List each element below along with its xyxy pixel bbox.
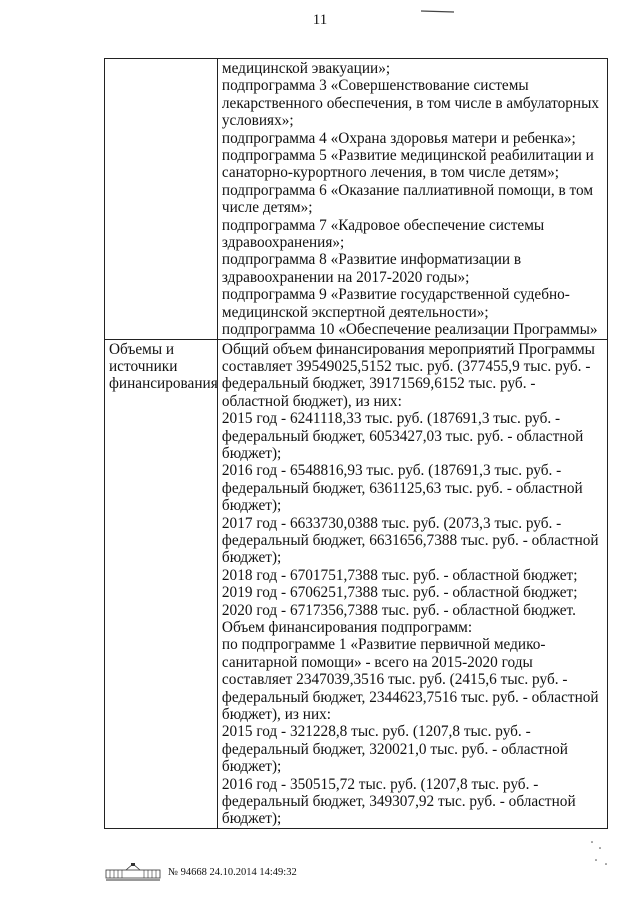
cell-line: 2020 год - 6717356,7388 тыс. руб. - областной бюджет. (221, 601, 576, 619)
cell-line: подпрограмма 7 «Кадровое обеспечение системы здравоохранения»; (221, 216, 545, 252)
cell-line: 2015 год - 6241118,33 тыс. руб. (187691,3 тыс. руб. - федеральный бюджет, 6053427,03 тыс. руб. - областной бюджет); (221, 410, 584, 462)
subprograms-cell (217, 59, 607, 340)
table-row (105, 59, 608, 340)
cell-line: 2016 год - 350515,72 тыс. руб. (1207,8 тыс. руб. - федеральный бюджет, 349307,92 тыс. руб. - областной бюджет); (221, 775, 576, 828)
cell-line: медицинской эвакуации»; (221, 60, 391, 77)
footer (104, 862, 297, 882)
cell-line: подпрограмма 6 «Оказание паллиативной помощи, в том числе детям»; (221, 181, 594, 217)
cell-line: подпрограмма 8 «Развитие информатизации в здравоохранении на 2017-2020 годы»; (221, 251, 522, 286)
program-passport-table (104, 58, 608, 829)
cell-line: Объем финансирования подпрограмм: (221, 619, 473, 636)
cell-line: 2017 год - 6633730,0388 тыс. руб. (2073,3 тыс. руб. - федеральный бюджет, 6631656,7388 тыс. руб. - областной бюджет); (221, 514, 599, 567)
scan-dots (588, 838, 612, 868)
row-label-empty (105, 59, 218, 340)
cell-line: подпрограмма 4 «Охрана здоровья матери и ребенка»; (221, 129, 576, 147)
scan-mark (420, 8, 456, 14)
cell-line: 2018 год - 6701751,7388 тыс. руб. - областной бюджет; (221, 566, 578, 584)
cell-line: по подпрограмме 1 «Развитие первичной медико-санитарной помощи» - всего на 2015-2020 годы составляет 2347039,3516 тыс. руб. (2415,6 тыс. руб. - федеральный бюджет, 2344623,7516 тыс. руб. - областной бюджет), из них: (221, 636, 599, 724)
cell-line: Общий объем финансирования мероприятий Программы составляет 39549025,5152 тыс. руб. (377455,9 тыс. руб. - федеральный бюджет, 39171569,6152 тыс. руб. - областной бюджет), из них: (221, 340, 595, 410)
table-row (105, 339, 608, 828)
government-logo-icon (104, 862, 162, 882)
document-registration-info: № 94668 24.10.2014 14:49:32 (168, 866, 297, 878)
page-number: 11 (312, 12, 328, 28)
cell-line: подпрограмма 5 «Развитие медицинской реабилитации и санаторно-курортного лечения, в том числе детям»; (221, 147, 594, 182)
cell-line: подпрограмма 9 «Развитие государственной судебно-медицинской экспертной деятельности»; (221, 286, 570, 321)
funding-cell (217, 339, 607, 828)
row-label-funding: Объемы и источники финансирования (105, 339, 218, 828)
cell-line: 2015 год - 321228,8 тыс. руб. (1207,8 тыс. руб. - федеральный бюджет, 320021,0 тыс. руб. - областной бюджет); (221, 723, 568, 776)
cell-line: 2016 год - 6548816,93 тыс. руб. (187691,3 тыс. руб. - федеральный бюджет, 6361125,63 тыс. руб. - областной бюджет); (221, 462, 583, 515)
cell-line: подпрограмма 3 «Совершенствование системы лекарственного обеспечения, в том числе в амбулаторных условиях»; (221, 77, 599, 130)
cell-line: 2019 год - 6706251,7388 тыс. руб. - областной бюджет; (221, 584, 578, 602)
cell-line: подпрограмма 10 «Обеспечение реализации Программы» (221, 321, 598, 339)
